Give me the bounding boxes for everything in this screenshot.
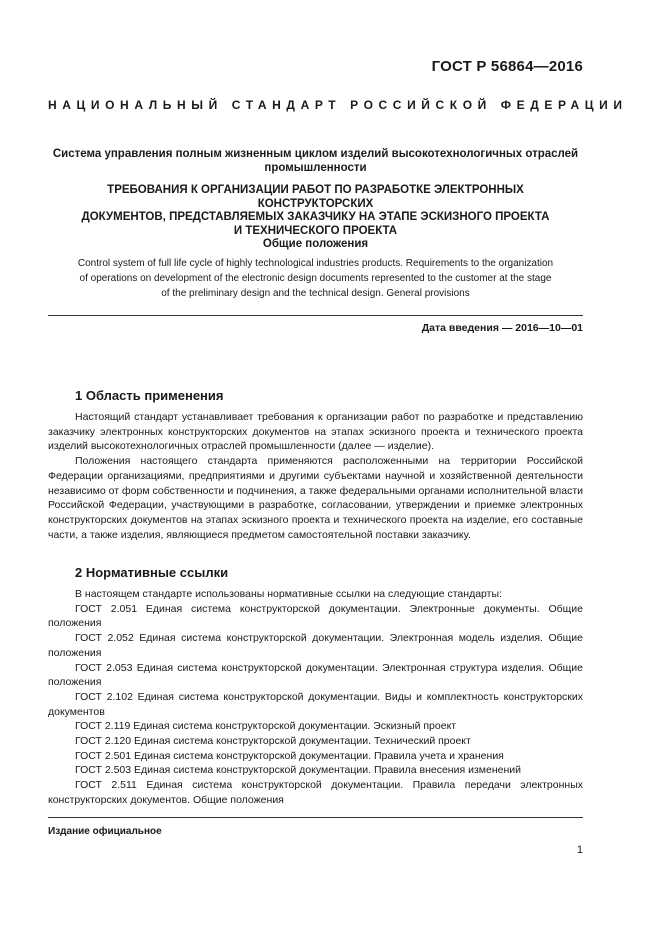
main-title — [48, 184, 583, 238]
reference-item: ГОСТ 2.503 Единая система конструкторской документации. Правила внесения изменений — [75, 764, 521, 777]
footer-divider — [48, 817, 583, 818]
system-title — [48, 147, 583, 175]
main-title-line: И ТЕХНИЧЕСКОГО ПРОЕКТА — [233, 224, 398, 237]
national-standard-heading: НАЦИОНАЛЬНЫЙ СТАНДАРТ РОССИЙСКОЙ ФЕДЕРАЦИИ — [48, 98, 628, 112]
reference-item: ГОСТ 2.501 Единая система конструкторской документации. Правила учета и хранения — [75, 749, 504, 762]
paragraph: Настоящий стандарт устанавливает требования к организации работ по разработке и представлению заказчику электронных конструкторских документов на этапах эскизного проекта и технического проекта изделий высокотехнологичных отраслей промышленности (далее — изделие). — [48, 411, 583, 453]
section-2-title: 2 Нормативные ссылки — [75, 565, 229, 580]
introduction-date: Дата введения — 2016—10—01 — [421, 322, 583, 334]
section-1-title: 1 Область применения — [75, 388, 224, 403]
reference-item: ГОСТ 2.511 Единая система конструкторской документации. Правила передачи электронных конструкторских документов. Общие положения — [48, 779, 583, 806]
official-edition-label: Издание официальное — [48, 826, 162, 837]
reference-item: ГОСТ 2.053 Единая система конструкторской документации. Электронная структура изделия. Общие положения — [48, 661, 583, 689]
reference-item: ГОСТ 2.052 Единая система конструкторской документации. Электронная модель изделия. Общие положения — [48, 632, 583, 659]
system-title-line: промышленности — [264, 162, 367, 174]
reference-item: ГОСТ 2.120 Единая система конструкторской документации. Технический проект — [75, 735, 471, 748]
system-title-line: Система управления полным жизненным циклом изделий высокотехнологичных отраслей — [52, 148, 579, 160]
english-title-line: of the preliminary design and the technical design. General provisions — [161, 288, 470, 299]
gost-number: ГОСТ Р 56864—2016 — [431, 58, 583, 75]
english-title-line: of operations on development of the electronic design documents represented to the customer at the stage — [79, 273, 552, 284]
reference-item: ГОСТ 2.119 Единая система конструкторской документации. Эскизный проект — [75, 720, 457, 733]
main-title-line: ДОКУМЕНТОВ, ПРЕДСТАВЛЯЕМЫХ ЗАКАЗЧИКУ НА ЭТАПЕ ЭСКИЗНОГО ПРОЕКТА — [81, 211, 550, 223]
section-2-body — [48, 587, 583, 808]
paragraph: В настоящем стандарте использованы нормативные ссылки на следующие стандарты: — [75, 588, 502, 600]
section-1-body — [48, 410, 583, 542]
reference-item: ГОСТ 2.102 Единая система конструкторской документации. Виды и комплектность конструкторских документов — [48, 690, 583, 718]
title-divider — [48, 315, 583, 316]
main-title-line: ТРЕБОВАНИЯ К ОРГАНИЗАЦИИ РАБОТ ПО РАЗРАБОТКЕ ЭЛЕКТРОННЫХ КОНСТРУКТОРСКИХ — [107, 184, 524, 210]
english-title — [48, 256, 583, 301]
reference-item: ГОСТ 2.051 Единая система конструкторской документации. Электронные документы. Общие положения — [48, 602, 583, 630]
english-title-line: Control system of full life cycle of highly technological industries products. Requirements to the organization — [77, 258, 554, 269]
general-provisions-heading: Общие положения — [262, 238, 369, 250]
page-number: 1 — [576, 844, 583, 856]
paragraph: Положения настоящего стандарта применяются расположенными на территории Российской Федерации организациями, предприятиями и другими субъектами научной и хозяйственной деятельности независимо от форм собственности и подчинения, а также федеральными органами исполнительной власти Российской Федерации, участвующими в разработке, согласовании, утверждении и приемке электронных конструкторских документов на этапах эскизного проекта и технического проекта на изделие, его составные части, а также изделия, являющиеся предметом самостоятельной поставки заказчику. — [48, 455, 583, 541]
